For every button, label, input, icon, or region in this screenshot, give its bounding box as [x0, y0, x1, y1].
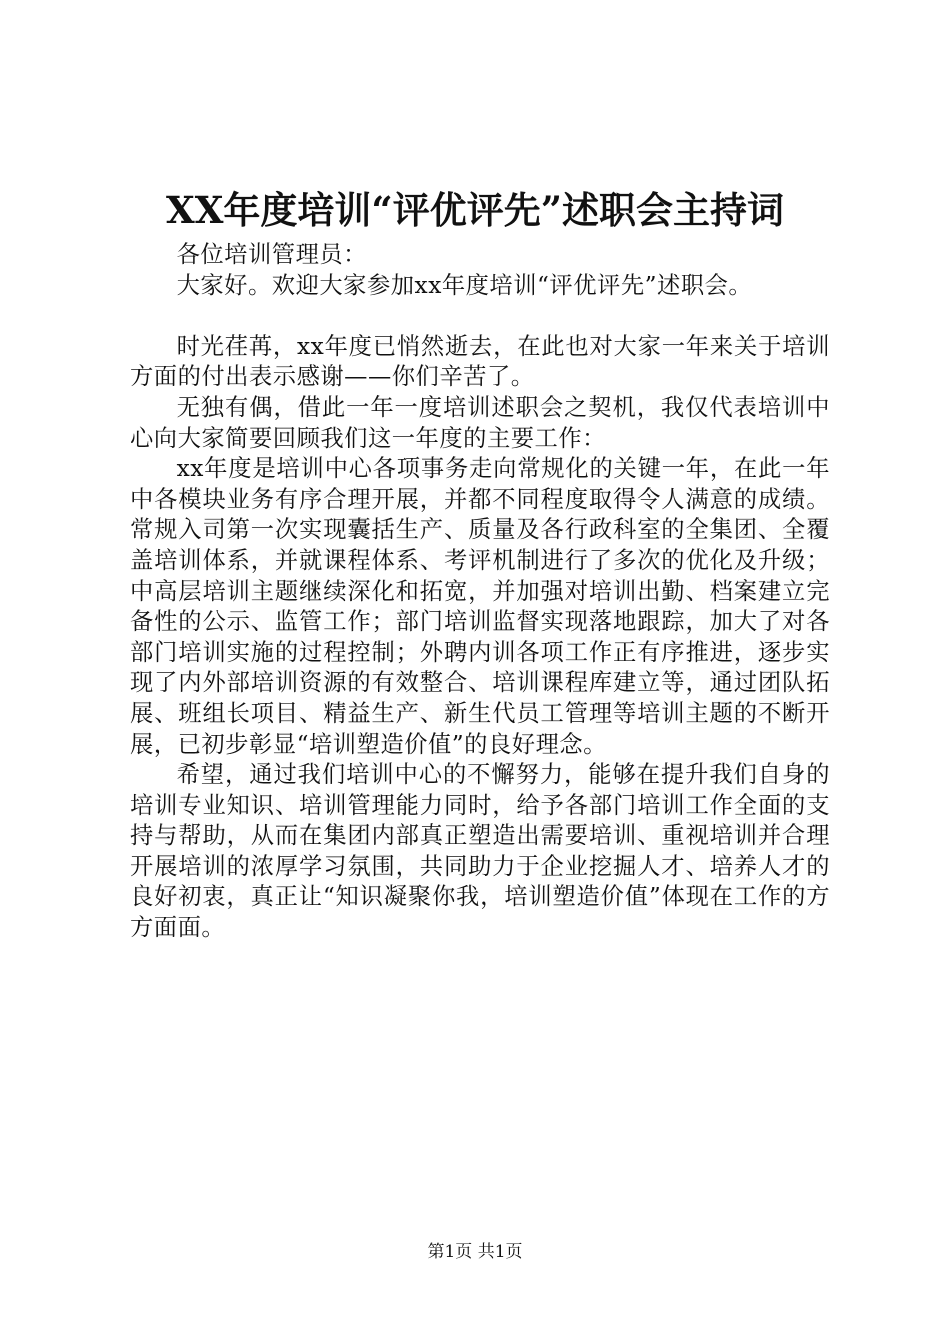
paragraph-salutation: 各位培训管理员： — [176, 241, 367, 268]
document-body — [130, 240, 830, 944]
page-footer: 第1页 共1页 — [427, 1242, 523, 1262]
paragraph-thanks: 时光荏苒，xx年度已悄然逝去，在此也对大家一年来关于培训方面的付出表示感谢——你们辛苦了。 — [130, 332, 830, 391]
document-title: XX年度培训“评优评先”述职会主持词 — [166, 188, 784, 232]
paragraph-closing: 希望，通过我们培训中心的不懈努力，能够在提升我们自身的培训专业知识、培训管理能力同时，给予各部门培训工作全面的支持与帮助，从而在集团内部真正塑造出需要培训、重视培训并合理开展培训的浓厚学习氛围，共同助力于企业挖掘人才、培养人才的良好初衷，真正让“知识凝聚你我，培训塑造价值”体现在工作的方方面面。 — [130, 761, 830, 942]
paragraph-greeting: 大家好。欢迎大家参加xx年度培训“评优评先”述职会。 — [176, 271, 753, 299]
paragraph-review-intro: 无独有偶，借此一年一度培训述职会之契机，我仅代表培训中心向大家简要回顾我们这一年度的主要工作： — [130, 393, 830, 452]
paragraph-blank — [130, 301, 830, 332]
paragraph-review-body: xx年度是培训中心各项事务走向常规化的关键一年，在此一年中各模块业务有序合理开展，并都不同程度取得令人满意的成绩。常规入司第一次实现囊括生产、质量及各行政科室的全集团、全覆盖培训体系，并就课程体系、考评机制进行了多次的优化及升级；中高层培训主题继续深化和拓宽，并加强对培训出勤、档案建立完备性的公示、监管工作；部门培训监督实现落地跟踪，加大了对各部门培训实施的过程控制；外聘内训各项工作正有序推进，逐步实现了内外部培训资源的有效整合、培训课程库建立等，通过团队拓展、班组长项目、精益生产、新生代员工管理等培训主题的不断开展，已初步彰显“培训塑造价值”的良好理念。 — [130, 455, 830, 758]
